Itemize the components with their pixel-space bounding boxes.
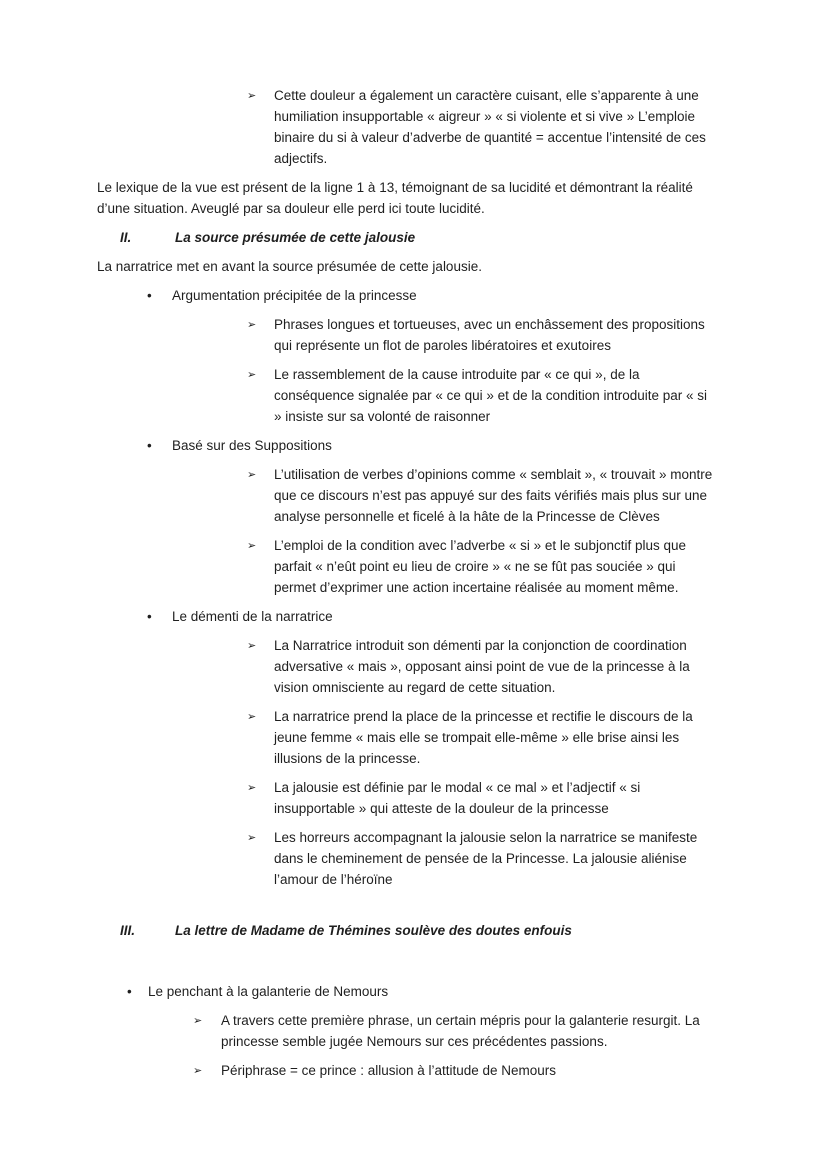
arrowhead-bullet-icon: ➢ <box>247 89 257 102</box>
bullet-list-item <box>147 606 717 627</box>
section-heading-iii <box>120 920 717 941</box>
bullet-item-text: Basé sur des Suppositions <box>172 438 332 453</box>
arrow-list-item <box>247 464 717 527</box>
arrow-list-item <box>193 1010 717 1052</box>
arrow-item-text: Le rassemblement de la cause introduite par « ce qui », de la conséquence signalée par « ce qui » et de la condition introduite par « si » insiste sur sa volonté de raisonner <box>274 367 708 424</box>
arrow-list-item <box>247 706 717 769</box>
arrow-item-text: Périphrase = ce prince : allusion à l’attitude de Nemours <box>221 1063 557 1078</box>
arrowhead-bullet-icon: ➢ <box>193 1014 203 1027</box>
bullet-list-item <box>147 435 717 456</box>
arrow-item-text: L’emploi de la condition avec l’adverbe « si » et le subjonctif plus que parfait « n’eût point eu lieu de croire » « ne se fût pas souciée » qui permet d’exprimer une action incertaine réalisée au moment même. <box>274 538 687 595</box>
arrowhead-bullet-icon: ➢ <box>247 781 257 794</box>
arrowhead-bullet-icon: ➢ <box>247 468 257 481</box>
arrowhead-bullet-icon: ➢ <box>247 831 257 844</box>
arrow-list-item <box>247 314 717 356</box>
arrow-list-item <box>247 364 717 427</box>
dot-bullet-icon: • <box>147 288 152 303</box>
arrowhead-bullet-icon: ➢ <box>247 368 257 381</box>
arrow-item-text: Cette douleur a également un caractère cuisant, elle s’apparente à une humiliation insupportable « aigreur » « si violente et si vive » L’emploie binaire du si à valeur d’adverbe de quantité = accentue l’intensité de ces adjectifs. <box>274 88 706 166</box>
dot-bullet-icon: • <box>127 984 132 999</box>
bullet-item-text: Le penchant à la galanterie de Nemours <box>148 984 389 999</box>
arrow-item-text: La jalousie est définie par le modal « ce mal » et l’adjectif « si insupportable » qui atteste de la douleur de la princesse <box>274 780 641 816</box>
heading-number: II. <box>120 230 132 245</box>
arrow-list-item <box>247 635 717 698</box>
arrow-list-item <box>247 777 717 819</box>
paragraph: Le lexique de la vue est présent de la ligne 1 à 13, témoignant de sa lucidité et démontrant la réalité d’une situation. Aveuglé par sa douleur elle perd ici toute lucidité. <box>97 180 693 216</box>
arrow-list-item <box>247 535 717 598</box>
arrowhead-bullet-icon: ➢ <box>247 539 257 552</box>
bullet-list-item <box>127 981 717 1002</box>
paragraph: La narratrice met en avant la source présumée de cette jalousie. <box>97 259 482 274</box>
arrow-list-item <box>247 827 717 890</box>
bullet-list-item <box>147 285 717 306</box>
arrow-item-text: La Narratrice introduit son démenti par la conjonction de coordination adversative « mais », opposant ainsi point de vue de la princesse à la vision omnisciente au regard de cette situation. <box>274 638 690 695</box>
arrow-list-item <box>193 1060 717 1081</box>
heading-title: La lettre de Madame de Thémines soulève des doutes enfouis <box>175 923 572 938</box>
arrowhead-bullet-icon: ➢ <box>247 639 257 652</box>
section-heading-ii <box>120 227 717 248</box>
arrow-item-text: La narratrice prend la place de la princesse et rectifie le discours de la jeune femme « mais elle se trompait elle-même » elle brise ainsi les illusions de la princesse. <box>274 709 693 766</box>
arrow-list-item <box>247 85 717 169</box>
arrow-item-text: Les horreurs accompagnant la jalousie selon la narratrice se manifeste dans le cheminement de pensée de la Princesse. La jalousie aliénise l’amour de l’héroïne <box>274 830 698 887</box>
arrowhead-bullet-icon: ➢ <box>247 710 257 723</box>
arrow-item-text: A travers cette première phrase, un certain mépris pour la galanterie resurgit. La princesse semble jugée Nemours sur ces précédentes passions. <box>221 1013 700 1049</box>
dot-bullet-icon: • <box>147 609 152 624</box>
dot-bullet-icon: • <box>147 438 152 453</box>
arrowhead-bullet-icon: ➢ <box>247 318 257 331</box>
heading-title: La source présumée de cette jalousie <box>175 230 416 245</box>
arrow-item-text: L’utilisation de verbes d’opinions comme « semblait », « trouvait » montre que ce discours n’est pas appuyé sur des faits vérifiés mais plus sur une analyse personnelle et ficelé à la hâte de la Princesse de Clèves <box>274 467 713 524</box>
arrowhead-bullet-icon: ➢ <box>193 1064 203 1077</box>
heading-number: III. <box>120 923 136 938</box>
bullet-item-text: Argumentation précipitée de la princesse <box>172 288 417 303</box>
arrow-item-text: Phrases longues et tortueuses, avec un enchâssement des propositions qui représente un flot de paroles libératoires et exutoires <box>274 317 705 353</box>
bullet-item-text: Le démenti de la narratrice <box>172 609 333 624</box>
